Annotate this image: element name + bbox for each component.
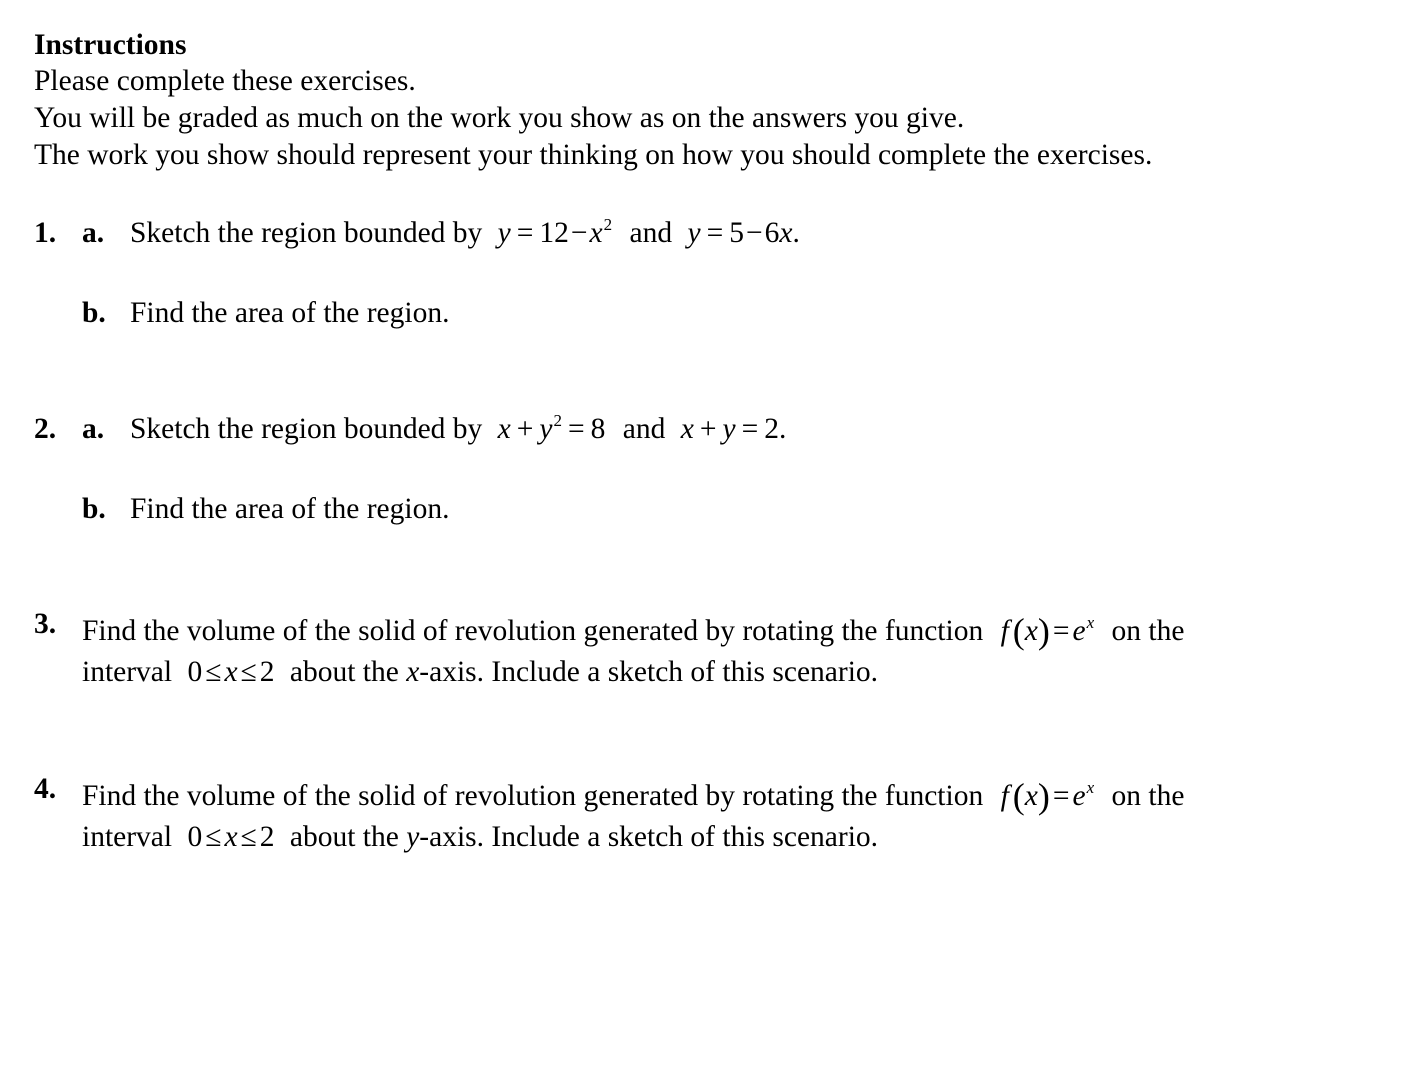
problem-2a-equation-1: $x + y^2 = 8$ (497, 411, 606, 445)
problem-2a-label: a. (82, 413, 105, 445)
problem-4-number: 4. (34, 773, 57, 805)
problem-3-interval: 0 ≤ x ≤ 2 (187, 656, 275, 688)
problem-3-number: 3. (34, 608, 57, 640)
instructions-heading: Instructions (34, 29, 187, 61)
problem-4-axis-var: y (406, 821, 420, 853)
problem-1a-prompt: Sketch the region bounded by (130, 217, 483, 249)
problem-4-interval: 0 ≤ x ≤ 2 (187, 821, 275, 853)
problem-3-line-2: interval 0 ≤ x ≤ 2 about the x-axis. Include a sketch of this scenario. (82, 656, 879, 688)
problem-2b-label: b. (82, 493, 106, 525)
problem-2a-equation-2: x + y = 2. (680, 413, 787, 445)
problem-1a-label: a. (82, 217, 105, 249)
problem-4-line-2: interval 0 ≤ x ≤ 2 about the y-axis. Include a sketch of this scenario. (82, 821, 879, 853)
problem-4-on-the: on the (1111, 780, 1185, 812)
problem-2a-and: and (622, 413, 666, 445)
problem-1b-text: Find the area of the region. (130, 297, 450, 329)
problem-1a-and: and (629, 217, 673, 249)
problem-1a-equation-2: y = 5−6x. (687, 217, 800, 249)
problem-1a-text (130, 215, 800, 249)
problem-3-axis-var: x (406, 656, 420, 688)
problem-1a-equation-1: $y = 12-x^2$ (497, 215, 613, 249)
problem-3-line-1 (82, 610, 1185, 651)
instructions-line-2: You will be graded as much on the work you show as on the answers you give. (34, 102, 965, 134)
problem-2b-text: Find the area of the region. (130, 493, 450, 525)
problem-4-interval-word: interval (82, 821, 173, 853)
problem-3-prompt: Find the volume of the solid of revolution generated by rotating the function (82, 615, 984, 647)
instructions-line-1: Please complete these exercises. (34, 65, 416, 97)
problem-3-on-the: on the (1111, 615, 1185, 647)
problem-3-interval-word: interval (82, 656, 173, 688)
instructions-line-3: The work you show should represent your thinking on how you should complete the exercises. (34, 139, 1153, 171)
problem-2a-prompt: Sketch the region bounded by (130, 413, 483, 445)
problem-3-function: f $(x) = e^x$ (1000, 611, 1095, 651)
problem-4-prompt: Find the volume of the solid of revolution generated by rotating the function (82, 780, 984, 812)
problem-2-number: 2. (34, 413, 57, 445)
problem-4-function: f $(x) = e^x$ (1000, 776, 1095, 816)
problem-2a-text (130, 411, 787, 445)
problem-1-number: 1. (34, 217, 57, 249)
problem-4-line-1 (82, 775, 1185, 816)
problem-1b-label: b. (82, 297, 106, 329)
